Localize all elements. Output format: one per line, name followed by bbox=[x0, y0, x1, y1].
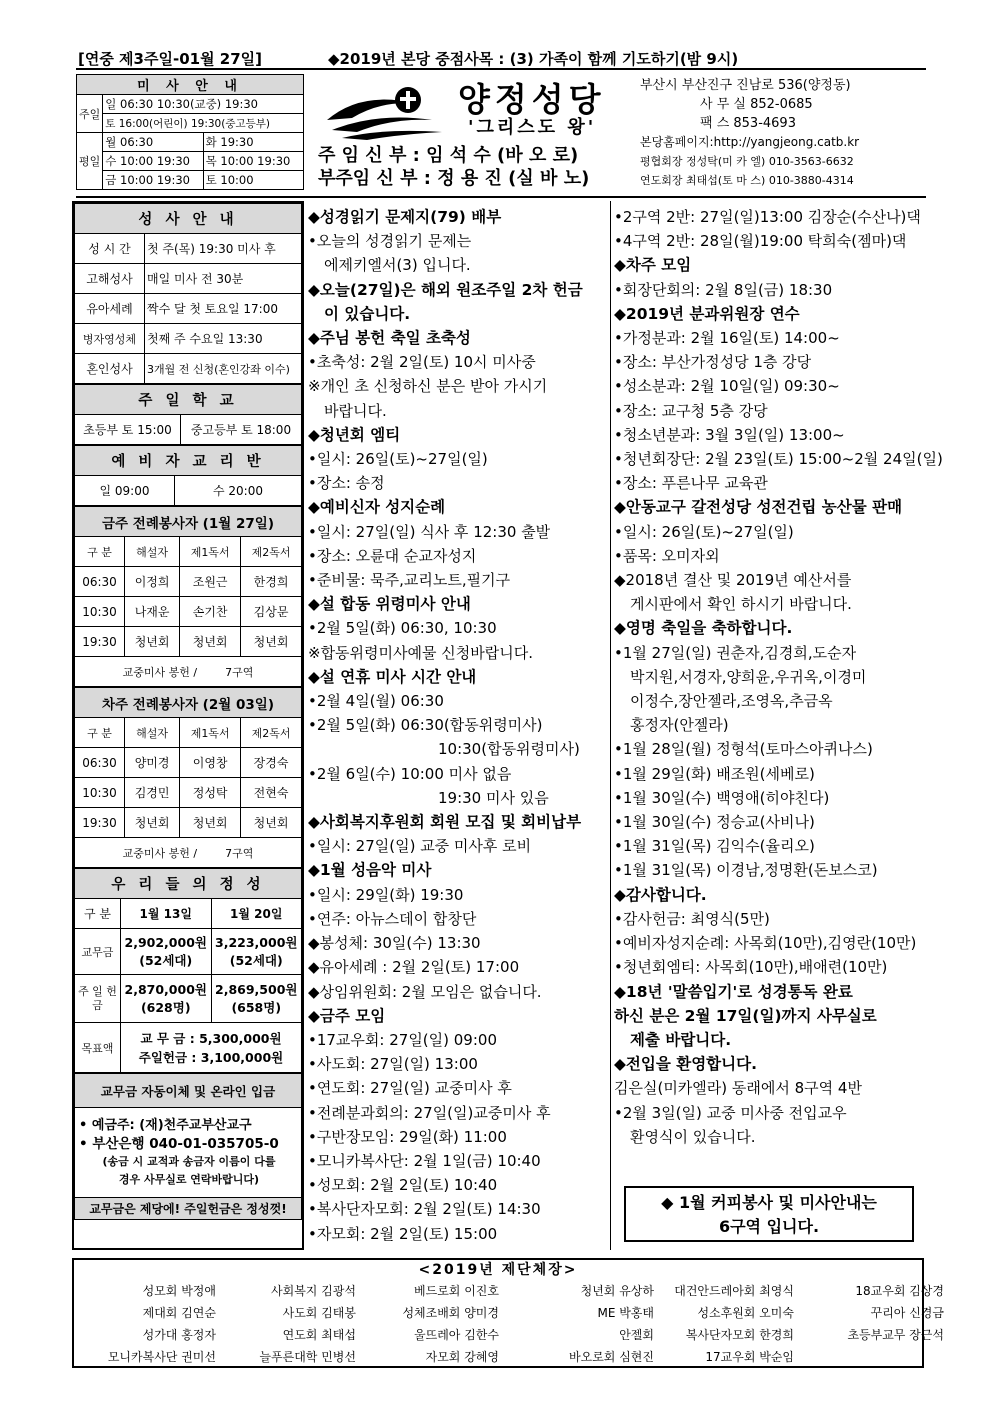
server-name: 나재운 bbox=[125, 597, 180, 627]
organization-heads-title: <2019년 제단체장> bbox=[418, 1262, 578, 1278]
notice-line: •초축성: 2월 2일(토) 10시 미사중 bbox=[308, 353, 536, 372]
household-count: (52세대) bbox=[229, 952, 283, 968]
homepage-link[interactable]: 본당홈페이지:http://yangjeong.catb.kr bbox=[640, 135, 860, 149]
mass-time: 06:30 bbox=[75, 567, 125, 597]
notice-line: •청년회엠티: 사목회(10만),배애련(10만) bbox=[614, 958, 888, 977]
server-name: 이정희 bbox=[125, 567, 180, 597]
notice-heading: ◆2019년 분과위원장 연수 bbox=[614, 304, 800, 323]
notice-line: •일시: 29일(화) 19:30 bbox=[308, 885, 464, 904]
organization-head: 성가대 홍정자 bbox=[142, 1328, 216, 1342]
notice-line: •2월 3일(일) 교중 미사중 전입교우 bbox=[614, 1103, 847, 1122]
organization-head: 17교우회 박순임 bbox=[705, 1350, 794, 1364]
notice-heading: ◆영명 축일을 축하합니다. bbox=[614, 619, 793, 638]
sacrament-label: 유아세례 bbox=[75, 294, 145, 324]
notice-line: •예비자성지순례: 사목회(10만),김영란(10만) bbox=[614, 934, 917, 953]
mass-title: 미 사 안 내 bbox=[77, 75, 304, 95]
notice-line: •1월 30일(수) 정승교(사비나) bbox=[614, 813, 815, 832]
fax-number: 팩 스 853-4693 bbox=[700, 116, 796, 131]
notice-line: •1월 31일(목) 이경남,정명환(돈보스코) bbox=[614, 861, 878, 880]
sacraments-table bbox=[74, 203, 302, 384]
col-header: 제1독서 bbox=[180, 537, 241, 567]
church-logo-icon bbox=[322, 82, 452, 142]
server-name: 청년회 bbox=[241, 808, 302, 838]
organization-head: 연도회 최태섭 bbox=[282, 1328, 356, 1342]
organization-head: 청년회 유상하 bbox=[580, 1284, 654, 1298]
notice-line: •청소년분과: 3월 3일(일) 13:00~ bbox=[614, 425, 845, 444]
notice-line: 홍정자(안젤라) bbox=[630, 716, 729, 735]
server-name: 장경숙 bbox=[241, 748, 302, 778]
notice-line: •장소: 푸른나무 교육관 bbox=[614, 474, 768, 493]
organization-head: 늘푸른대학 민병선 bbox=[259, 1350, 356, 1364]
catechumen-sunday: 일 09:00 bbox=[75, 476, 175, 506]
sacrament-label: 혼인성사 bbox=[75, 354, 145, 384]
council-chair: 평협회장 정성탁(미 카 엘) 010-3563-6632 bbox=[640, 155, 854, 168]
sunday-school-table bbox=[74, 384, 302, 445]
sacrament-time: 짝수 달 첫 토요일 17:00 bbox=[145, 294, 302, 324]
col-header: 해설자 bbox=[125, 718, 180, 748]
notice-line: ※개인 초 신청하신 분은 받아 가시기 bbox=[308, 377, 548, 396]
notice-line: •2월 5일(화) 06:30(합동위령미사) bbox=[308, 716, 543, 735]
notice-line: •사도회: 27일(일) 13:00 bbox=[308, 1055, 478, 1074]
top-bar bbox=[76, 48, 926, 68]
notices-middle-column bbox=[308, 205, 610, 1246]
amount: 2,902,000원 bbox=[124, 934, 207, 950]
server-name: 김상문 bbox=[241, 597, 302, 627]
goal-amount: 교 무 금 : 5,300,000원 bbox=[140, 1030, 282, 1046]
table-row bbox=[75, 627, 302, 657]
notice-heading: 이 있습니다. bbox=[324, 304, 411, 323]
amount: 3,223,000원 bbox=[215, 934, 298, 950]
notice-line: 김은실(미카엘라) 동래에서 8구역 4반 bbox=[614, 1079, 862, 1098]
organization-head: 18교우회 김상경 bbox=[855, 1284, 944, 1298]
bank-note: 경우 사무실로 연락바랍니다) bbox=[118, 1172, 260, 1186]
mass-time: 06:30 bbox=[75, 748, 125, 778]
server-name: 조원근 bbox=[180, 567, 241, 597]
notice-line: •품목: 오미자외 bbox=[614, 546, 720, 565]
organization-head: 제대회 김연순 bbox=[142, 1306, 216, 1320]
notice-line: •구반장모임: 29일(화) 11:00 bbox=[308, 1127, 507, 1146]
notice-line: •장소: 부산가정성당 1층 강당 bbox=[614, 353, 812, 372]
sunday-school-title: 주 일 학 교 bbox=[75, 385, 302, 415]
notice-heading: ◆안동교구 갈전성당 성전건립 농산물 판매 bbox=[614, 498, 903, 517]
attendee-count: (658명) bbox=[231, 999, 282, 1015]
notice-line: •2월 6일(수) 10:00 미사 없음 bbox=[308, 764, 512, 783]
notice-line: 이정수,장안젤라,조영옥,추금옥 bbox=[630, 692, 833, 711]
server-name: 한경희 bbox=[241, 567, 302, 597]
notice-line: •장소: 송정 bbox=[308, 474, 385, 493]
sacraments-title: 성 사 안 내 bbox=[75, 204, 302, 234]
organization-head: 바오로회 심현진 bbox=[569, 1350, 654, 1364]
server-name: 청년회 bbox=[241, 627, 302, 657]
header-divider bbox=[76, 196, 926, 198]
amount: 2,870,000원 bbox=[124, 981, 207, 997]
notice-line: 10:30(합동위령미사) bbox=[438, 740, 580, 759]
notice-line: •준비물: 묵주,교리노트,필기구 bbox=[308, 571, 511, 590]
notice-line: •성모회: 2월 2일(토) 10:40 bbox=[308, 1176, 498, 1195]
offerings-title: 우 리 들 의 정 성 bbox=[75, 869, 302, 899]
notice-line: •복사단자모회: 2월 2일(토) 14:30 bbox=[308, 1200, 541, 1219]
notice-line: •일시: 26일(토)~27일(일) bbox=[308, 450, 488, 469]
coffee-line: 6구역 입니다. bbox=[718, 1217, 820, 1236]
notice-heading: ◆18년 '말씀입기'로 성경통독 완료 bbox=[614, 982, 853, 1001]
row-label: 교무금 bbox=[75, 929, 121, 975]
bank-info-table bbox=[74, 1073, 302, 1220]
amount: 2,869,500원 bbox=[215, 981, 298, 997]
notice-line: •일시: 27일(일) 식사 후 12:30 출발 bbox=[308, 522, 551, 541]
row-label: 주 일 헌 금 bbox=[75, 975, 121, 1023]
account-holder: • 예금주: (재)천주교부산교구 bbox=[79, 1117, 252, 1133]
notice-line: •오늘의 성경읽기 문제는 bbox=[308, 232, 472, 251]
sacrament-time: 첫째 주 수요일 13:30 bbox=[145, 324, 302, 354]
mass-time: 10:30 bbox=[75, 778, 125, 808]
elementary-time: 초등부 토 15:00 bbox=[75, 415, 181, 445]
top-divider bbox=[76, 68, 926, 70]
organization-head: 베드로회 이진호 bbox=[414, 1284, 499, 1298]
sunday-mass-1: 일 06:30 10:30(교중) 19:30 bbox=[103, 95, 304, 114]
server-name: 손기찬 bbox=[180, 597, 241, 627]
coffee-line: ◆ 1월 커피봉사 및 미사안내는 bbox=[661, 1193, 877, 1212]
weekday-label: 평일 bbox=[77, 133, 103, 190]
notice-line: •2월 4일(월) 06:30 bbox=[308, 692, 444, 711]
col-header: 1월 20일 bbox=[211, 899, 302, 929]
server-name: 청년회 bbox=[180, 808, 241, 838]
notice-line: ◆상임위원회: 2월 모임은 없습니다. bbox=[308, 982, 542, 1001]
sacrament-label: 병자영성체 bbox=[75, 324, 145, 354]
contact-info bbox=[640, 76, 859, 190]
notices-right-column bbox=[614, 205, 943, 1149]
notice-heading: ◆금주 모임 bbox=[308, 1006, 386, 1025]
notice-line: •2구역 2반: 27일(일)13:00 김장순(수산나)댁 bbox=[614, 208, 921, 226]
notice-line: •청년회장단: 2월 23일(토) 15:00~2월 24일(일) bbox=[614, 450, 943, 469]
server-name: 전현숙 bbox=[241, 778, 302, 808]
office-phone: 사 무 실 852-0685 bbox=[700, 97, 813, 112]
notice-line: •모니카복사단: 2월 1일(금) 10:40 bbox=[308, 1151, 541, 1170]
mass-time: 19:30 bbox=[75, 808, 125, 838]
notice-line: 환영식이 있습니다. bbox=[630, 1127, 756, 1146]
table-row bbox=[75, 567, 302, 597]
server-name: 양미경 bbox=[125, 748, 180, 778]
mass-time: 10:30 bbox=[75, 597, 125, 627]
organization-head: 복사단자모회 한경희 bbox=[685, 1328, 794, 1342]
coffee-service-notice bbox=[624, 1186, 914, 1242]
notice-heading: ◆전입을 환영합니다. bbox=[614, 1055, 757, 1074]
account-number: • 부산은행 040-01-035705-0 bbox=[79, 1135, 279, 1152]
sacrament-label: 성 시 간 bbox=[75, 234, 145, 264]
col-header: 구 분 bbox=[75, 899, 121, 929]
organization-head: 성체조배회 양미경 bbox=[402, 1306, 499, 1320]
notice-line: 박지원,서경자,양희윤,우귀옥,이경미 bbox=[630, 667, 867, 686]
notice-line: •연도회: 27일(일) 교중미사 후 bbox=[308, 1079, 512, 1098]
notice-heading: ◆성경읽기 문제지(79) 배부 bbox=[308, 208, 502, 226]
household-count: (52세대) bbox=[139, 952, 193, 968]
offerings-table bbox=[74, 868, 302, 1073]
notice-line: •4구역 2반: 28일(월)19:00 탁희숙(젬마)댁 bbox=[614, 232, 907, 251]
col-header: 구 분 bbox=[75, 537, 125, 567]
sunday-label: 주일 bbox=[77, 95, 103, 133]
mass-time: 19:30 bbox=[75, 627, 125, 657]
col-header: 제2독서 bbox=[241, 537, 302, 567]
weekday-mass: 수 10:00 19:30 bbox=[103, 152, 203, 171]
notice-line: •일시: 27일(일) 교중 미사후 로비 bbox=[308, 837, 532, 856]
organization-row bbox=[74, 1302, 944, 1324]
table-row bbox=[75, 597, 302, 627]
notice-line: 에제키엘서(3) 입니다. bbox=[324, 256, 471, 275]
notice-heading: ◆오늘(27일)은 해외 원조주일 2차 헌금 bbox=[308, 280, 583, 299]
notice-line: •17교우회: 27일(일) 09:00 bbox=[308, 1030, 497, 1049]
row-label: 목표액 bbox=[75, 1023, 121, 1073]
notice-line: •성소분과: 2월 10일(일) 09:30~ bbox=[614, 377, 840, 396]
notice-line: •자모회: 2월 2일(토) 15:00 bbox=[308, 1224, 498, 1243]
mass-schedule-table bbox=[76, 74, 304, 190]
notice-line: •연주: 아뉴스데이 합창단 bbox=[308, 909, 477, 928]
organization-head: 사도회 김태봉 bbox=[282, 1306, 356, 1320]
bulletin-date: [연중 제3주일-01월 27일] bbox=[78, 50, 262, 68]
sunday-mass-2: 토 16:00(어린이) 19:30(중고등부) bbox=[103, 114, 304, 133]
goal-amount: 주일헌금 : 3,100,000원 bbox=[138, 1049, 284, 1065]
youth-time: 중고등부 토 18:00 bbox=[181, 415, 302, 445]
table-row bbox=[75, 808, 302, 838]
notice-line: •감사헌금: 최영식(5만) bbox=[614, 909, 770, 928]
server-name: 청년회 bbox=[125, 627, 180, 657]
sacrament-time: 첫 주(목) 19:30 미사 후 bbox=[145, 234, 302, 264]
col-header: 제2독서 bbox=[241, 718, 302, 748]
servers-this-week-table bbox=[74, 506, 302, 687]
organization-head: 초등부교무 장근석 bbox=[847, 1328, 944, 1342]
organization-head: 대건안드레아회 최영식 bbox=[674, 1284, 794, 1298]
church-name: 양정성당 bbox=[458, 80, 606, 119]
notice-line: ◆봉성체: 30일(수) 13:30 bbox=[308, 934, 481, 953]
offering-assignment: 교중미사 봉헌 / 7구역 bbox=[75, 838, 302, 868]
organization-head: 자모회 강혜영 bbox=[425, 1350, 499, 1364]
notice-heading: ◆주님 봉헌 축일 초축성 bbox=[308, 329, 471, 348]
attendee-count: (628명) bbox=[140, 999, 191, 1015]
notice-heading: ◆감사합니다. bbox=[614, 885, 707, 904]
col-header: 해설자 bbox=[125, 537, 180, 567]
weekday-mass: 월 06:30 bbox=[103, 133, 203, 152]
catechumen-wednesday: 수 20:00 bbox=[175, 476, 302, 506]
sacrament-time: 3개월 전 신청(혼인강좌 이수) bbox=[145, 354, 302, 384]
catechumen-table bbox=[74, 445, 302, 506]
notice-line: ※합동위령미사예물 신청바랍니다. bbox=[308, 643, 533, 662]
server-name: 정성탁 bbox=[180, 778, 241, 808]
notice-line: 바랍니다. bbox=[324, 401, 387, 420]
notice-line: •1월 29일(화) 배조원(세베로) bbox=[614, 764, 815, 783]
column-divider bbox=[610, 201, 611, 1250]
bank-title: 교무금 자동이체 및 온라인 입금 bbox=[75, 1074, 302, 1108]
weekday-mass: 목 10:00 19:30 bbox=[203, 152, 303, 171]
notice-heading: ◆청년회 엠티 bbox=[308, 425, 401, 444]
table-row bbox=[75, 778, 302, 808]
notice-heading: ◆설 합동 위령미사 안내 bbox=[308, 595, 471, 614]
church-subtitle: '그리스도 왕' bbox=[468, 117, 597, 138]
notice-line: •장소: 교구청 5층 강당 bbox=[614, 401, 768, 420]
organization-head: 성소후원회 오미숙 bbox=[697, 1306, 794, 1320]
server-name: 이영창 bbox=[180, 748, 241, 778]
table-row bbox=[75, 748, 302, 778]
notice-line: •전례분과회의: 27일(일)교중미사 후 bbox=[308, 1103, 551, 1122]
notice-heading: 제출 바랍니다. bbox=[630, 1030, 732, 1049]
assistant-pastor-name: 부주임 신 부 : 정 용 진 (실 바 노) bbox=[318, 168, 590, 189]
weekday-mass: 화 19:30 bbox=[203, 133, 303, 152]
notice-line: •일시: 26일(토)~27일(일) bbox=[614, 522, 794, 541]
notice-line: ◆2018년 결산 및 2019년 예산서를 bbox=[614, 571, 852, 590]
notice-heading: ◆설 연휴 미사 시간 안내 bbox=[308, 667, 477, 686]
servers-next-week-table bbox=[74, 687, 302, 868]
notice-line: •1월 31일(목) 김익수(율리오) bbox=[614, 837, 815, 856]
organization-head: 울뜨레아 김한수 bbox=[414, 1328, 499, 1342]
address: 부산시 부산진구 진남로 536(양정동) bbox=[640, 78, 851, 93]
notice-line: •장소: 오륜대 순교자성지 bbox=[308, 546, 477, 565]
weekday-mass: 금 10:00 19:30 bbox=[103, 171, 203, 190]
organization-head: ME 박홍태 bbox=[597, 1306, 654, 1320]
notice-heading: ◆예비신자 성지순례 bbox=[308, 498, 446, 517]
notice-line: •가정분과: 2월 16일(토) 14:00~ bbox=[614, 329, 840, 348]
sacrament-time: 매일 미사 전 30분 bbox=[145, 264, 302, 294]
notice-line: 게시판에서 확인 하시기 바랍니다. bbox=[630, 595, 852, 614]
notice-heading: ◆1월 성음악 미사 bbox=[308, 861, 432, 880]
organization-head: 안젤회 bbox=[619, 1328, 654, 1342]
servers-next-title: 차주 전례봉사자 (2월 03일) bbox=[75, 688, 302, 718]
notice-line: ◆유아세례 : 2월 2일(토) 17:00 bbox=[308, 958, 520, 977]
priest-info bbox=[318, 144, 589, 190]
server-name: 청년회 bbox=[125, 808, 180, 838]
col-header: 1월 13일 bbox=[121, 899, 212, 929]
prayer-chair: 연도회장 최태섭(토 마 스) 010-3880-4314 bbox=[640, 174, 854, 187]
server-name: 청년회 bbox=[180, 627, 241, 657]
notice-heading: 하신 분은 2월 17일(일)까지 사무실로 bbox=[614, 1006, 877, 1025]
notice-line: •1월 28일(월) 정형석(토마스아퀴나스) bbox=[614, 740, 873, 759]
col-header: 제1독서 bbox=[180, 718, 241, 748]
pastor-name: 주 임 신 부 : 임 석 수 (바 오 로) bbox=[318, 145, 579, 166]
bank-note: (송금 시 교적과 송금자 이름이 다를 bbox=[102, 1154, 276, 1168]
organization-heads bbox=[72, 1258, 944, 1368]
notice-line: •회장단회의: 2월 8일(금) 18:30 bbox=[614, 280, 833, 299]
notice-line: •1월 30일(수) 백영애(히야친다) bbox=[614, 788, 830, 807]
notice-heading: ◆차주 모임 bbox=[614, 256, 692, 275]
organization-row bbox=[74, 1346, 922, 1368]
bank-footer: 교무금은 제당에! 주일헌금은 정성껏! bbox=[75, 1198, 302, 1220]
sacrament-label: 고해성사 bbox=[75, 264, 145, 294]
organization-head: 성모회 박정애 bbox=[142, 1284, 216, 1298]
organization-row bbox=[74, 1324, 944, 1346]
pastoral-theme: ◆2019년 본당 중점사목 : (3) 가족이 함께 기도하기(밤 9시) bbox=[328, 50, 739, 68]
notice-line: •2월 5일(화) 06:30, 10:30 bbox=[308, 619, 497, 638]
servers-this-title: 금주 전례봉사자 (1월 27일) bbox=[75, 507, 302, 537]
col-header: 구 분 bbox=[75, 718, 125, 748]
offering-assignment: 교중미사 봉헌 / 7구역 bbox=[75, 657, 302, 687]
weekday-mass: 토 10:00 bbox=[203, 171, 303, 190]
server-name: 김경민 bbox=[125, 778, 180, 808]
organization-head: 모니카복사단 권미선 bbox=[107, 1350, 216, 1364]
left-column bbox=[72, 201, 304, 1250]
organization-head: 꾸리아 신경금 bbox=[870, 1306, 944, 1320]
notice-line: 19:30 미사 있음 bbox=[438, 788, 549, 807]
organization-row bbox=[74, 1280, 944, 1302]
notice-line: •1월 27일(일) 권춘자,김경희,도순자 bbox=[614, 643, 857, 662]
notice-heading: ◆사회복지후원회 회원 모집 및 회비납부 bbox=[308, 813, 582, 832]
organization-head: 사회복지 김광석 bbox=[271, 1284, 356, 1298]
catechumen-title: 예 비 자 교 리 반 bbox=[75, 446, 302, 476]
